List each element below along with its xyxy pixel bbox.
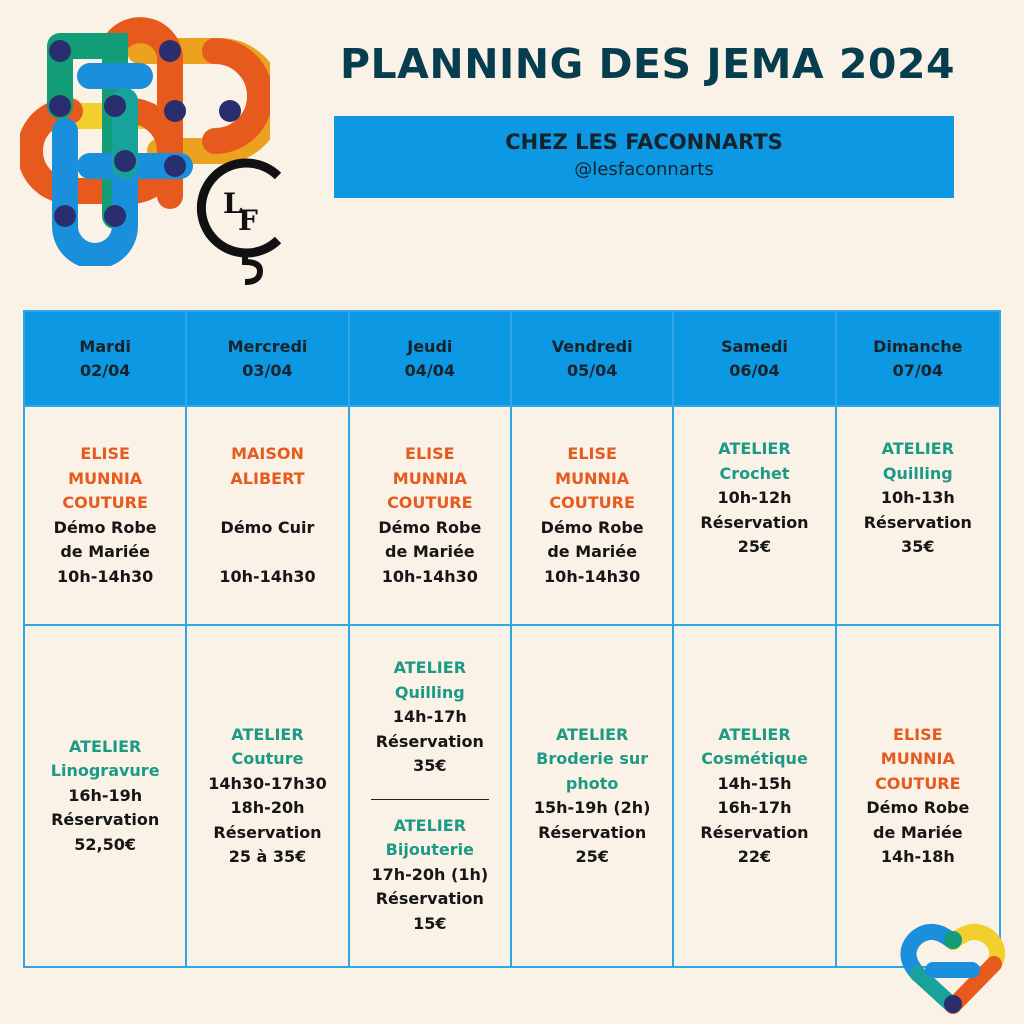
event-detail: Démo Robe: [378, 517, 482, 537]
event-price: 35€: [901, 537, 935, 556]
event-heading: Broderie sur: [536, 749, 649, 768]
event-heading: COUTURE: [387, 493, 473, 512]
event-heading: Cosmétique: [701, 749, 808, 768]
day-header-mercredi: [187, 312, 349, 407]
studio-name: CHEZ LES FACONNARTS: [505, 130, 783, 154]
event-heading: photo: [565, 773, 619, 793]
event-detail: Réservation: [375, 731, 484, 751]
event-detail: Démo Cuir: [220, 517, 315, 537]
social-handle: @lesfaconnarts: [574, 159, 714, 180]
event-time: 10h-14h30: [544, 566, 641, 586]
event-detail: Réservation: [538, 822, 647, 842]
event-detail: Réservation: [51, 810, 160, 830]
event-heading: Bijouterie: [385, 840, 474, 859]
cell-divider: [371, 799, 489, 800]
event-time: 10h-12h: [717, 488, 792, 507]
event-detail: de Mariée: [60, 542, 150, 561]
event-time: 14h-15h: [717, 773, 792, 793]
event-cell-sun-afternoon: [837, 626, 999, 966]
event-heading: MUNNIA: [555, 468, 630, 488]
event-price: 35€: [413, 756, 447, 775]
day-name: Vendredi: [551, 336, 633, 356]
event-time: 15h-19h (2h): [533, 798, 651, 817]
event-heading: MUNNIA: [880, 749, 955, 768]
day-date: 07/04: [892, 360, 943, 380]
event-heading: ATELIER: [393, 815, 467, 835]
event-cell-sat-morning: [674, 407, 836, 626]
event-detail: Réservation: [863, 512, 972, 532]
event-detail: de Mariée: [547, 542, 637, 561]
event-detail: de Mariée: [872, 822, 963, 842]
event-time: 17h-20h (1h): [371, 864, 489, 884]
event-cell-fri-morning: [512, 407, 674, 626]
event-price: 25€: [737, 537, 772, 556]
event-time: 14h-18h: [880, 847, 955, 866]
event-cell-tue-morning: [25, 407, 187, 626]
day-header-vendredi: [512, 312, 674, 407]
day-name: Mercredi: [227, 336, 308, 356]
event-heading: MAISON: [231, 444, 304, 463]
event-time: 16h-19h: [68, 785, 143, 805]
heart-logo-icon: [898, 918, 1008, 1018]
event-heading: COUTURE: [549, 493, 635, 512]
event-time: 14h-17h: [392, 707, 467, 726]
event-heading: ATELIER: [555, 724, 629, 744]
event-heading: ELISE: [567, 444, 617, 463]
event-heading: MUNNIA: [68, 468, 143, 488]
event-heading: COUTURE: [875, 773, 961, 793]
svg-text:L: L: [223, 187, 243, 220]
event-time: 18h-20h: [230, 798, 305, 817]
event-cell-tue-afternoon: [25, 626, 187, 966]
event-heading: ATELIER: [68, 736, 142, 756]
event-cell-sun-morning: [837, 407, 999, 626]
day-header-samedi: [674, 312, 836, 407]
event-price: 25€: [575, 847, 609, 866]
event-time: 10h-13h: [880, 488, 955, 507]
event-heading: ELISE: [405, 444, 455, 463]
event-cell-fri-afternoon: [512, 626, 674, 966]
event-price: 15€: [413, 913, 447, 933]
day-name: Samedi: [721, 336, 788, 356]
day-header-jeudi: [350, 312, 512, 407]
event-heading: Couture: [231, 749, 304, 768]
day-date: 04/04: [404, 360, 455, 380]
day-header-mardi: [25, 312, 187, 407]
event-detail: Démo Robe: [53, 517, 157, 537]
day-date: 06/04: [729, 360, 780, 380]
event-price: 52,50€: [74, 834, 137, 854]
event-heading: Crochet: [719, 463, 790, 483]
event-heading: ELISE: [80, 444, 130, 463]
event-time: 14h30-17h30: [208, 773, 327, 793]
event-heading: ATELIER: [718, 724, 791, 744]
subtitle-banner: [334, 116, 954, 198]
day-name: Mardi: [79, 336, 131, 356]
event-detail: de Mariée: [384, 542, 475, 561]
event-heading: COUTURE: [62, 493, 148, 512]
day-name: Jeudi: [407, 336, 453, 356]
event-heading: Linogravure: [50, 761, 160, 781]
event-heading: ATELIER: [393, 658, 467, 677]
event-heading: ATELIER: [231, 724, 304, 744]
day-date: 05/04: [566, 360, 618, 380]
svg-text:F: F: [238, 204, 258, 237]
event-detail: Réservation: [375, 889, 484, 908]
day-header-dimanche: [837, 312, 999, 407]
event-time: 10h-14h30: [381, 566, 478, 586]
event-cell-wed-afternoon: [187, 626, 349, 966]
day-date: 02/04: [79, 360, 131, 380]
event-heading: ALIBERT: [230, 468, 305, 488]
event-heading: ELISE: [893, 724, 943, 744]
event-heading: Quilling: [394, 682, 465, 702]
day-name: Dimanche: [873, 336, 963, 356]
event-cell-thu-afternoon: [350, 626, 512, 966]
event-cell-thu-morning: [350, 407, 512, 626]
event-detail: Démo Robe: [866, 798, 970, 817]
event-heading: ATELIER: [718, 439, 791, 458]
event-time: 16h-17h: [717, 798, 792, 817]
event-cell-sat-afternoon: [674, 626, 836, 966]
event-heading: ATELIER: [881, 439, 955, 458]
event-time: 10h-14h30: [219, 566, 316, 586]
event-price: 25 à 35€: [228, 847, 307, 866]
event-cell-wed-morning: [187, 407, 349, 626]
event-detail: Réservation: [700, 512, 809, 532]
event-heading: MUNNIA: [392, 468, 467, 488]
day-date: 03/04: [242, 360, 293, 380]
event-heading: Quilling: [882, 463, 953, 483]
event-time: 10h-14h30: [57, 566, 154, 586]
event-detail: Réservation: [213, 822, 322, 842]
page-title: PLANNING DES JEMA 2024: [339, 40, 956, 88]
event-detail: Démo Robe: [540, 517, 644, 537]
schedule-table: [23, 310, 1001, 968]
lfc-monogram-logo: [190, 158, 300, 288]
event-detail: Réservation: [700, 822, 809, 842]
event-price: 22€: [737, 847, 772, 866]
